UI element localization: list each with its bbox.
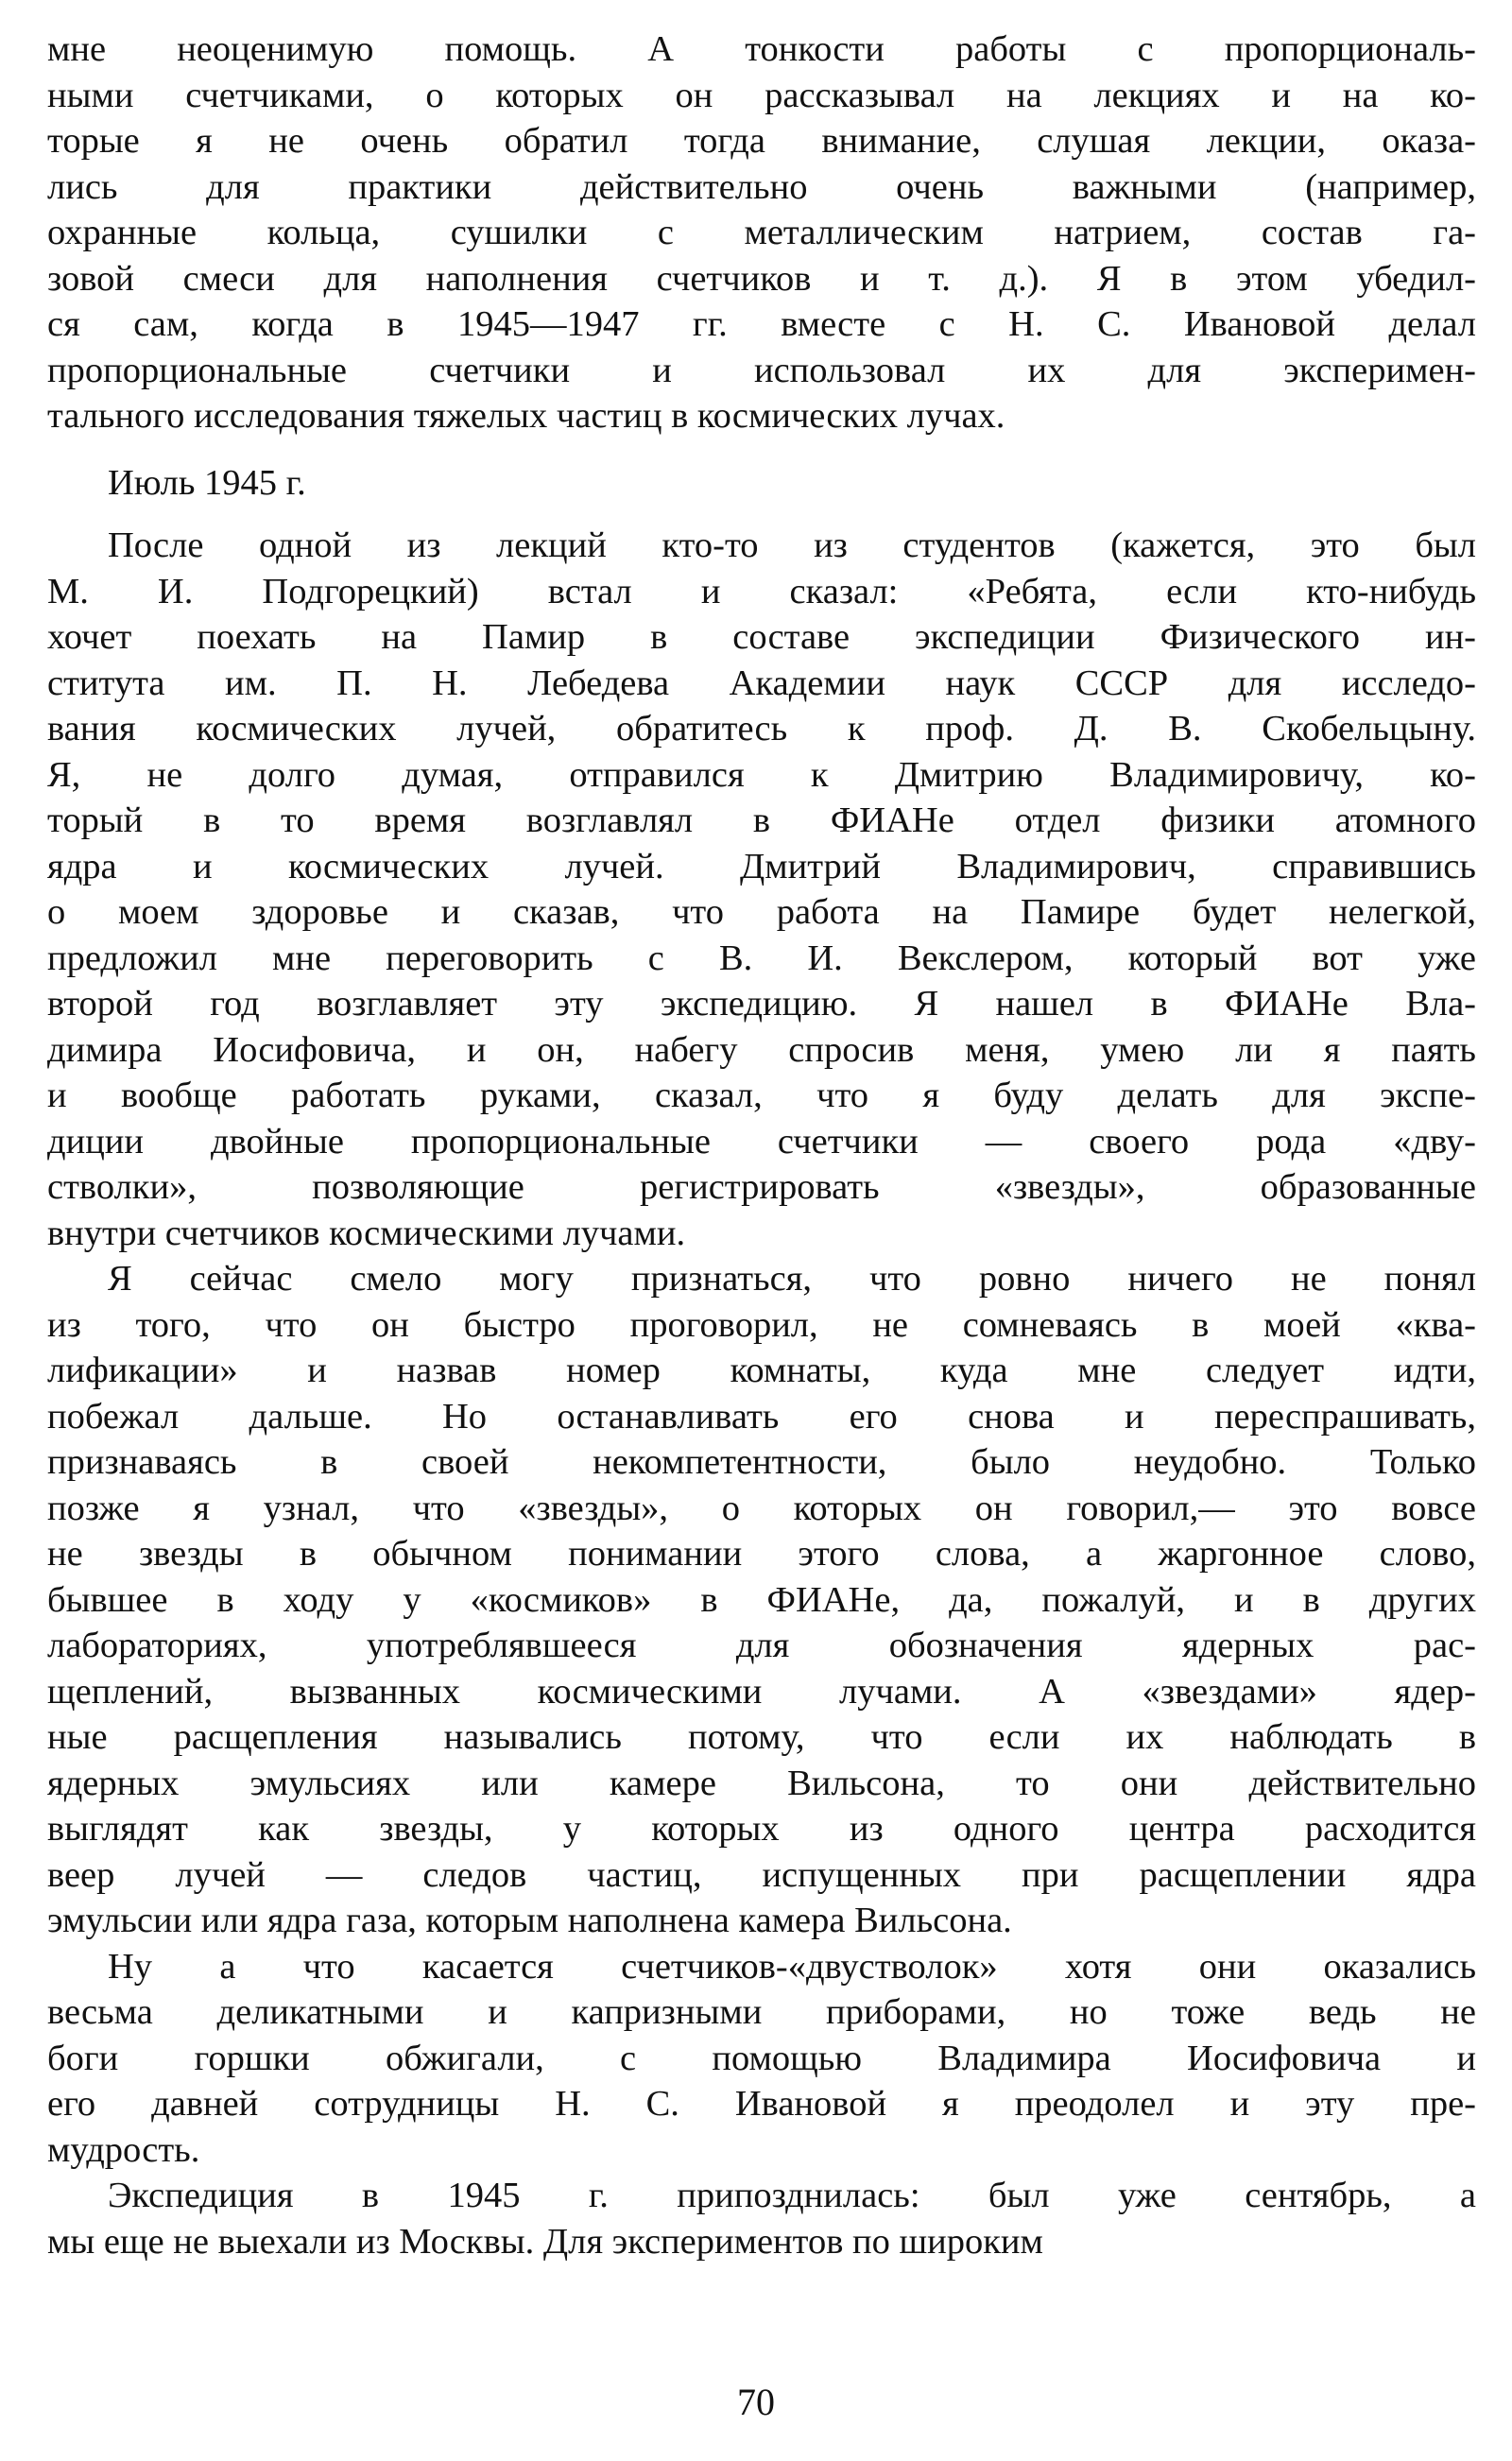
text-line: мы еще не выехали из Москвы. Для экспериментов по широким <box>47 2221 1043 2262</box>
text-line: ные расщепления назывались потому, что если их наблюдать в <box>47 1717 1476 1757</box>
text-line: охранные кольца, сушилки с металлическим натрием, состав га- <box>47 213 1476 252</box>
text-line: о моем здоровье и сказав, что работа на Памире будет нелегкой, <box>47 892 1476 932</box>
text-line: ститута им. П. Н. Лебедева Академии наук СССР для исследо- <box>47 663 1476 703</box>
text-line: стволки», позволяющие регистрировать «звезды», образованные <box>47 1167 1476 1207</box>
text-line: ся сам, когда в 1945—1947 гг. вместе с Н. С. Ивановой делал <box>47 304 1476 344</box>
text-paragraph <box>47 1256 1476 1944</box>
text-line: ными счетчиками, о которых он рассказывал на лекциях и на ко- <box>47 75 1476 115</box>
text-line: предложил мне переговорить с В. И. Векслером, который вот уже <box>47 938 1476 978</box>
text-paragraph <box>47 26 1476 439</box>
text-line: Я, не долго думая, отправился к Дмитрию Владимировичу, ко- <box>47 754 1476 795</box>
text-line: мудрость. <box>47 2129 200 2170</box>
text-line: После одной из лекций кто-то из студентов (кажется, это был <box>108 525 1476 565</box>
text-paragraph <box>47 523 1476 1256</box>
text-line: димира Иосифовича, и он, набегу спросив меня, умею ли я паять <box>47 1029 1476 1070</box>
text-line: Ну а что касается счетчиков-«двустволок» хотя они оказались <box>108 1946 1476 1987</box>
text-line: позже я узнал, что «звезды», о которых он говорил,— это вовсе <box>47 1488 1476 1528</box>
text-line: зовой смеси для наполнения счетчиков и т. д.). Я в этом убедил- <box>47 258 1476 299</box>
text-line: из того, что он быстро проговорил, не сомневаясь в моей «ква- <box>47 1304 1476 1345</box>
book-page <box>47 26 1476 2264</box>
text-line: щеплений, вызванных космическими лучами. А «звездами» ядер- <box>47 1671 1476 1712</box>
text-line: Экспедиция в 1945 г. припозднилась: был уже сентябрь, а <box>108 2176 1476 2215</box>
text-line: бывшее в ходу у «космиков» в ФИАНе, да, пожалуй, и в других <box>47 1579 1476 1620</box>
text-line: внутри счетчиков космическими лучами. <box>47 1213 686 1253</box>
text-line: пропорциональные счетчики и использовал их для эксперимен- <box>47 350 1476 390</box>
text-line: побежал дальше. Но останавливать его снова и переспрашивать, <box>47 1396 1476 1437</box>
text-line: ядра и космических лучей. Дмитрий Владимирович, справившись <box>47 846 1476 886</box>
text-line: лификации» и назвав номер комнаты, куда мне следует идти, <box>47 1351 1476 1390</box>
text-paragraph <box>47 2173 1476 2264</box>
text-line: Я сейчас смело могу признаться, что ровно ничего не понял <box>108 1259 1476 1299</box>
text-paragraph <box>47 1944 1476 2174</box>
text-line: и вообще работать руками, сказал, что я буду делать для экспе- <box>47 1076 1476 1115</box>
text-line: его давней сотрудницы Н. С. Ивановой я преодолел и эту пре- <box>47 2084 1476 2124</box>
text-line: боги горшки обжигали, с помощью Владимира Иосифовича и <box>47 2038 1476 2078</box>
page-number: 70 <box>737 2381 775 2423</box>
text-line: хочет поехать на Памир в составе экспедиции Физического ин- <box>47 617 1476 657</box>
text-line: тального исследования тяжелых частиц в космических лучах. <box>47 396 1005 436</box>
text-line: весьма деликатными и капризными приборами, но тоже ведь не <box>47 1992 1476 2032</box>
text-line: мне неоценимую помощь. А тонкости работы с пропорциональ- <box>47 29 1476 69</box>
text-line: ядерных эмульсиях или камере Вильсона, то они действительно <box>47 1763 1476 1803</box>
text-line: не звезды в обычном понимании этого слова, а жаргонное слово, <box>47 1534 1476 1574</box>
text-line: диции двойные пропорциональные счетчики — своего рода «дву- <box>47 1121 1476 1162</box>
text-line: эмульсии или ядра газа, которым наполнена камера Вильсона. <box>47 1901 1012 1940</box>
text-line: вания космических лучей, обратитесь к проф. Д. В. Скобельцыну. <box>47 709 1476 749</box>
text-line: второй год возглавляет эту экспедицию. Я нашел в ФИАНе Вла- <box>47 984 1476 1024</box>
text-line: торые я не очень обратил тогда внимание, слушая лекции, оказа- <box>47 121 1476 161</box>
text-line: веер лучей — следов частиц, испущенных при расщеплении ядра <box>47 1854 1476 1895</box>
text-line: лись для практики действительно очень важными (например, <box>47 166 1476 207</box>
text-line: выглядят как звезды, у которых из одного центра расходится <box>47 1809 1476 1849</box>
text-line: признаваясь в своей некомпетентности, было неудобно. Только <box>47 1442 1476 1482</box>
text-line: лабораториях, употреблявшееся для обозначения ядерных рас- <box>47 1626 1476 1665</box>
text-line: торый в то время возглавлял в ФИАНе отдел физики атомного <box>47 800 1476 840</box>
text-line: М. И. Подгорецкий) встал и сказал: «Ребята, если кто-нибудь <box>47 571 1476 611</box>
section-date: Июль 1945 г. <box>108 462 306 503</box>
